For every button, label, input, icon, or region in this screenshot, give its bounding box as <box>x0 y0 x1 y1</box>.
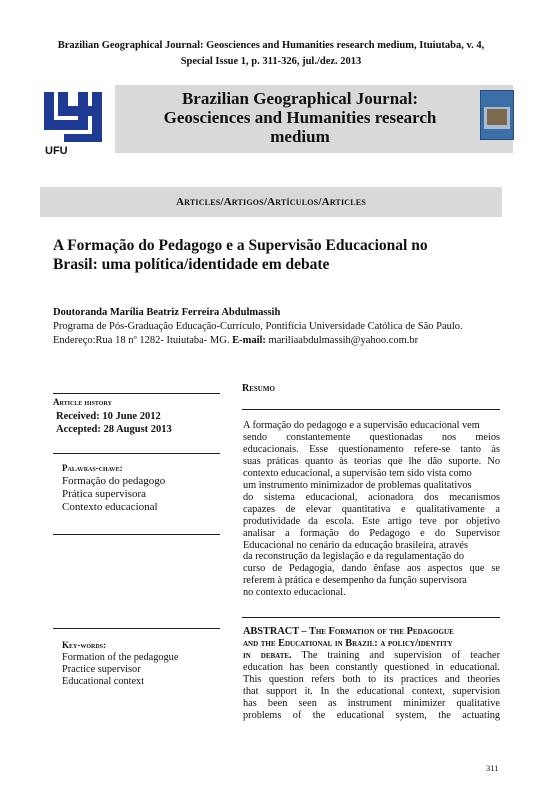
divider <box>242 409 500 410</box>
divider <box>242 617 500 618</box>
resumo-line: curso de Pedagogia, dando ênfase aos aspectos que se <box>243 563 500 575</box>
resumo-line: sendo constantemente questionadas nos meios <box>243 431 500 443</box>
journal-title-line2: Geosciences and Humanities research <box>163 108 437 127</box>
page-number: 311 <box>486 763 499 773</box>
abstract-line <box>243 650 500 662</box>
author-affiliation <box>53 320 513 347</box>
logo-text: UFU <box>45 145 68 157</box>
abstract-line: education has been constantly questioned in educational. <box>243 661 500 673</box>
accepted-date: Accepted: 28 August 2013 <box>56 424 172 435</box>
affiliation-line: Programa de Pós-Graduação Educação-Currículo, Pontifícia Universidade Católica de São Paulo. <box>53 321 463 332</box>
resumo-line: um instrumento minimizador de problemas qualitativos <box>243 479 472 491</box>
resumo-line: analisar a formação do Pedagogo e do Supervisor <box>243 527 500 539</box>
resumo-line: A formação do pedagogo e a supervisão educacional vem <box>243 420 480 431</box>
keyword-item: Practice supervisor <box>62 664 141 675</box>
journal-reference <box>40 38 502 70</box>
resumo-line: Educacional no cenário da educação brasileira, através <box>243 539 468 551</box>
paper-title <box>53 236 503 274</box>
abstract-body <box>243 626 500 722</box>
resumo-line: educacionais. Esse questionamento refere-se tanto às <box>243 443 500 455</box>
resumo-body <box>243 420 500 599</box>
key-words-label: Key-words: <box>62 640 106 650</box>
divider <box>53 534 220 535</box>
journal-reference-line1: Brazilian Geographical Journal: Geosciences and Humanities research medium, Ituiutaba, v. 4, <box>57 40 485 51</box>
keyword-item: Formation of the pedagogue <box>62 652 179 663</box>
journal-title-line1: Brazilian Geographical Journal: <box>181 89 419 108</box>
email: mariliaabdulmassih@yahoo.com.br <box>268 334 419 346</box>
abstract-line: that support it. In the educational context, supervision <box>243 685 500 697</box>
keyword-item: Prática supervisora <box>62 488 146 500</box>
resumo-line: da reconstrução da legislação e da regulamentação do <box>243 551 464 563</box>
author-name: Doutoranda Marília Beatriz Ferreira Abdulmassih <box>53 307 281 318</box>
email-label: E-mail: <box>232 334 266 346</box>
keyword-item: Formação do pedagogo <box>62 475 166 487</box>
resumo-line: no contexto educacional. <box>243 587 346 599</box>
abstract-heading-line1: ABSTRACT – The Formation of the Pedagogue <box>243 626 454 637</box>
journal-title <box>120 89 480 146</box>
journal-cover-image <box>480 90 514 140</box>
divider <box>53 393 220 394</box>
address-line <box>53 334 513 348</box>
abstract-heading-line3: in debate. <box>243 649 292 661</box>
article-history-label: Article history <box>53 397 112 407</box>
resumo-line: suas práticas quanto às teorias que lhe dão suporte. No <box>243 455 500 467</box>
palavras-chave-label: Palavras-chave: <box>62 463 123 473</box>
abstract-line: has been seen as instrument minimizer qualitative <box>243 697 500 709</box>
section-label: Articles/Artigos/Artículos/Articles <box>176 196 366 208</box>
abstract-line: This question refers both to its practices and theories <box>243 673 500 685</box>
keyword-item: Educational context <box>62 676 145 687</box>
resumo-line: capazes de elevar quantitativa e qualitativamente a <box>243 503 500 515</box>
resumo-line: produtividade da escola. Este artigo teve por objetivo <box>243 515 500 527</box>
resumo-line: referem à prática e desempenho da função supervisora <box>243 575 467 587</box>
resumo-line: contexto educacional, a supervisão tem sido vista como <box>243 467 472 479</box>
received-date: Received: 10 June 2012 <box>56 411 161 422</box>
paper-title-line2: Brasil: uma política/identidade em debate <box>53 256 330 273</box>
abstract-heading-line2: and the Educational in Brazil: a policy/identity <box>243 637 453 649</box>
resumo-label: Resumo <box>242 383 275 394</box>
abstract-body-start: The training and supervision of teacher <box>291 649 500 661</box>
resumo-line: do sistema educacional, acionadora dos mecanismos <box>243 491 500 503</box>
journal-title-line3: medium <box>270 127 330 146</box>
cover-photo <box>487 109 507 125</box>
paper-title-line1: A Formação do Pedagogo e a Supervisão Educacional no <box>53 237 428 254</box>
abstract-line: problems of the educational system, the actuating <box>243 709 500 721</box>
divider <box>53 628 220 629</box>
journal-reference-line2: Special Issue 1, p. 311-326, jul./dez. 2013 <box>180 56 362 67</box>
keyword-item: Contexto educacional <box>62 501 158 513</box>
address: Endereço:Rua 18 nº 1282- Ituiutaba- MG. <box>53 334 230 346</box>
divider <box>53 453 220 454</box>
